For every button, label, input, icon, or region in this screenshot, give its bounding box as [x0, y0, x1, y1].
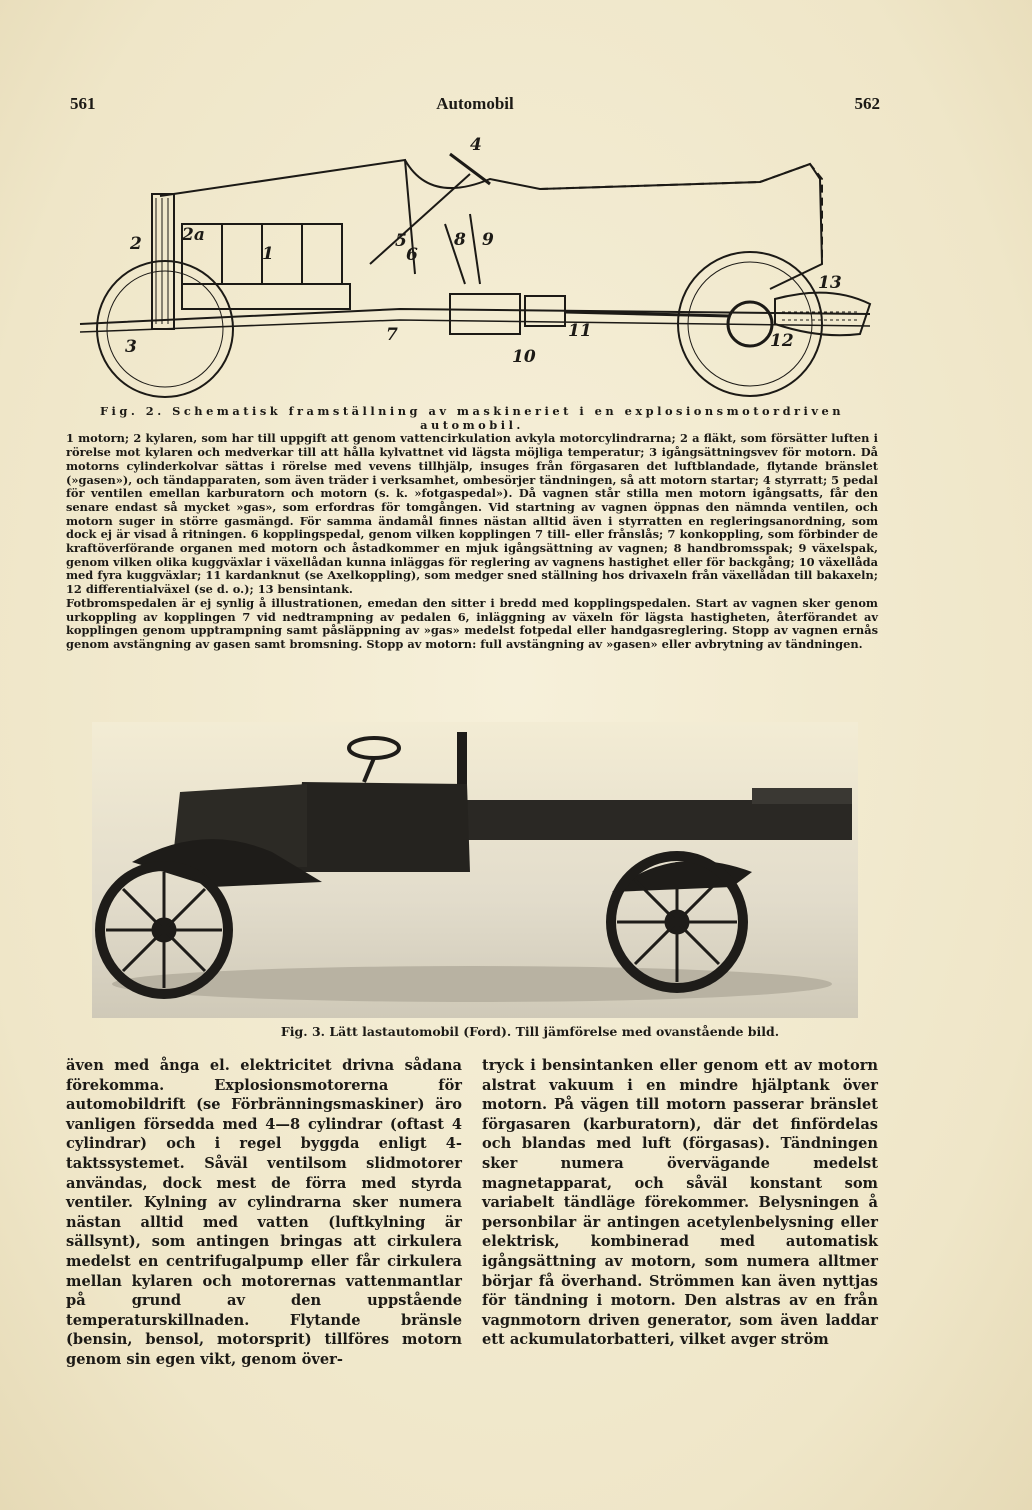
figure-2-notes: Fotbromspedalen är ej synlig å illustrationen, emedan den sitter i bredd med kopplingspedalen. Start av vagnen sker genom urkoppling av kopplingen 7 vid nedtrampning av pedalen 6, inläggning av växeln för lägsta hastigheten, återförandet av kopplingen genom upptrampning samt påsläppning av »gas» medelst fotpedal eller handgasreglering. Stopp av vagnen ernås genom avstängning av gasen samt bromsning. Stopp av motorn: full avstängning av »gasen» eller avbrytning av tändningen.	[66, 595, 878, 651]
fig2-label-2a: 2a	[182, 225, 205, 245]
fig2-label-4: 4	[470, 135, 482, 155]
figure-3-caption: Fig. 3. Lätt lastautomobil (Ford). Till jämförelse med ovanstående bild.	[280, 1024, 780, 1039]
fig2-label-3: 3	[125, 337, 137, 357]
fig2-label-13: 13	[818, 273, 842, 293]
page-number-right: 562	[854, 94, 880, 113]
fig2-label-2: 2	[130, 234, 142, 254]
fig2-label-10: 10	[512, 347, 536, 367]
fig2-label-5: 5	[395, 231, 407, 251]
body-column-left	[66, 1056, 462, 1370]
page-number-left: 561	[70, 94, 96, 113]
figure-2-legend: 1 motorn; 2 kylaren, som har till uppgift att genom vattencirkulation avkyla motorcylindrarna; 2 a fläkt, som försätter luften i rörelse mot kylaren och medverkar till att hålla kylvattnet vid lägsta möjliga temperatur; 3 igångsättningsvev för motorn. Då motorns cylinderkolvar sättas i rörelse med vevens tillhjälp, insuges från förgasaren det luftblandade, flytande bränslet (»gasen»), och tändapparaten, som även träder i verksamhet, ombesörjer tändningen, så att motorn startar; 4 styrratt; 5 pedal för ventilen emellan karburatorn och motorn (s. k. »fotgaspedal»). Då vagnen står stilla men motorn igångsatts, får den senare endast så mycket »gas», som erfordras för tomgången. Vid startning av vagnen öppnas den nämnda ventilen, och motorn suger in större gasmängd. För samma ändamål finnes nästan alltid även i styrratten en regleringsanordning, som dock ej är visad å ritningen. 6 kopplingspedal, genom vilken kopplingen 7 till- eller frånslås; 7 konkoppling, som förbinder de kraftöverförande organen med motorn och åstadkommer en mjuk igångsättning av vagnen; 8 handbromsspak; 9 växelspak, genom vilken olika kuggväxlar i växellådan kunna inläggas för reglering av vagnens hastighet eller för backgång; 10 växellåda med fyra kuggväxlar; 11 kardanknut (se Axelkoppling), som medger sned ställning hos drivaxeln från växellådan till bakaxeln; 12 differentialväxel (se d. o.); 13 bensintank.	[66, 431, 878, 597]
body-column-right	[482, 1056, 878, 1350]
header-title: Automobil	[436, 94, 514, 113]
ford-truck-photo	[92, 722, 858, 1018]
running-header	[70, 94, 880, 116]
engine-schematic-figure	[70, 134, 880, 404]
figure-2-caption	[66, 405, 878, 652]
fig2-label-11: 11	[568, 321, 592, 341]
body-text-left: även med ånga el. elektricitet drivna sådana förekomma. Explosionsmotorerna för automobildrift (se Förbränningsmaskiner) äro vanligen försedda med 4—8 cylindrar (oftast 4 cylindrar) och i regel byggda enligt 4-taktssystemet. Såväl ventilsom slidmotorer användas, dock mest de förra med styrda ventiler. Kylning av cylindrarna sker numera nästan alltid med vatten (luftkylning är sällsynt), som antingen bringas att cirkulera medelst en centrifugalpump eller får cirkulera mellan kylaren och motorernas vattenmantlar på grund av den uppstående temperaturskillnaden. Flytande bränsle (bensin, bensol, motorsprit) tillföres motorn genom sin egen vikt, genom över-	[66, 1057, 462, 1368]
body-text-right: tryck i bensintanken eller genom ett av motorn alstrat vakuum i en mindre hjälptank över motorn. På vägen till motorn passerar bränslet förgasaren (karburatorn), där det finfördelas och blandas med luft (förgasas). Tändningen sker numera övervägande medelst magnetapparat, och såväl konstant som variabelt tändläge förekommer. Belysningen å personbilar är antingen acetylenbelysning eller elektrisk, kombinerad med automatisk igångsättning av motorn, som numera alltmer börjar få överhand. Strömmen kan även nyttjas för tändning i motorn. Den alstras av en från vagnmotorn driven generator, som även laddar ett ackumulatorbatteri, vilket avger ström	[482, 1057, 878, 1349]
fig2-label-6: 6	[406, 245, 418, 265]
figure-2-title: Fig. 2. Schematisk framställning av maskineriet i en explosionsmotordriven automobil.	[99, 404, 845, 432]
fig2-label-8: 8	[454, 230, 466, 250]
fig2-label-7: 7	[386, 325, 398, 345]
fig2-label-12: 12	[770, 331, 794, 351]
fig2-label-1: 1	[262, 244, 274, 264]
fig2-label-9: 9	[482, 230, 494, 250]
